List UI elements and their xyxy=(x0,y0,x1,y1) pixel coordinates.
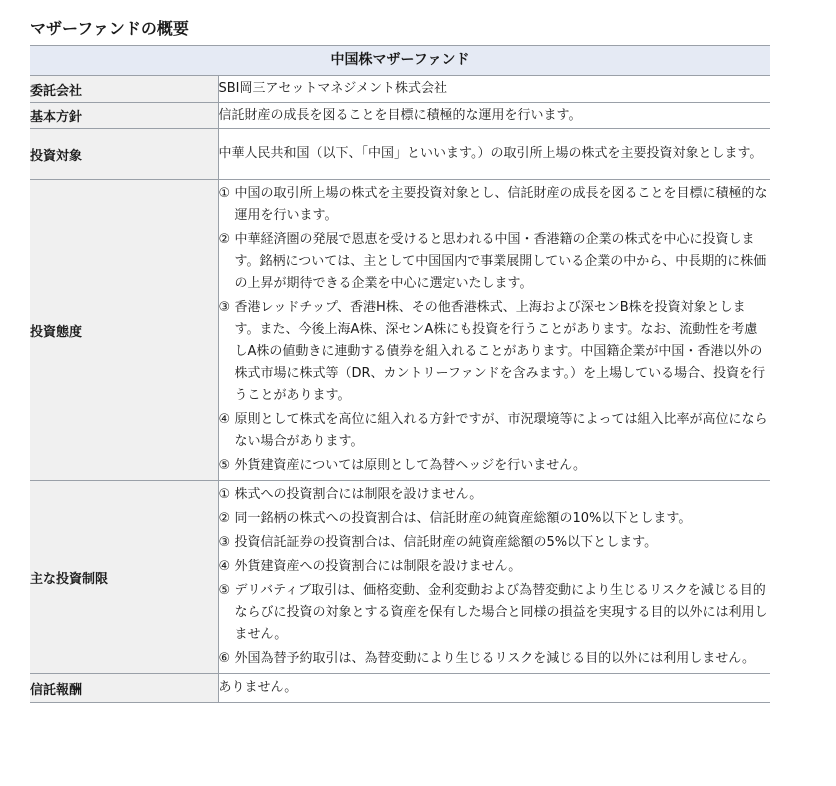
list-item: ① 株式への投資割合には制限を設けません。 xyxy=(218,487,483,502)
row-value-investment-target: 中華人民共和国（以下、「中国」といいます。）の取引所上場の株式を主要投資対象とします。 xyxy=(218,129,770,180)
fund-summary-table xyxy=(30,45,770,703)
list-item: ④ 外貨建資産への投資割合には制限を設けません。 xyxy=(218,559,522,574)
list-item: ④ 原則として株式を高位に組入れる方針ですが、市況環境等によっては組入比率が高位にならない場合があります。 xyxy=(218,412,768,449)
row-label-policy: 基本方針 xyxy=(30,103,218,129)
list-item: ⑥ 外国為替予約取引は、為替変動により生じるリスクを減じる目的以外には利用しません。 xyxy=(218,651,756,666)
row-value-policy: 信託財産の成長を図ることを目標に積極的な運用を行います。 xyxy=(218,103,770,129)
row-label-investment-stance: 投資態度 xyxy=(30,180,218,481)
table-row xyxy=(30,481,770,674)
row-label-investment-restrictions: 主な投資制限 xyxy=(30,481,218,674)
table-row xyxy=(30,674,770,703)
row-label-investment-target: 投資対象 xyxy=(30,129,218,180)
row-value-investment-stance xyxy=(218,180,770,481)
list-item: ① 中国の取引所上場の株式を主要投資対象とし、信託財産の成長を図ることを目標に積極的な運用を行います。 xyxy=(218,186,768,223)
table-row xyxy=(30,76,770,103)
table-header-row xyxy=(30,46,770,76)
table-row xyxy=(30,129,770,180)
row-value-investment-restrictions xyxy=(218,481,770,674)
list-item: ③ 香港レッドチップ、香港H株、その他香港株式、上海および深センB株を投資対象とします。また、今後上海A株、深センA株にも投資を行うことがあります。なお、流動性を考慮しA株の値動きに連動する債券を組入れることがあります。中国籍企業が中国・香港以外の株式市場に株式等（DR、カントリーファンドを含みます。）を上場している場合、投資を行うことがあります。 xyxy=(218,300,766,403)
list-item: ② 中華経済圏の発展で恩恵を受けると思われる中国・香港籍の企業の株式を中心に投資します。銘柄については、主として中国国内で事業展開している企業の中から、中長期的に株価の上昇が期待できる企業を中心に選定いたします。 xyxy=(218,232,767,291)
table-header: 中国株マザーファンド xyxy=(30,46,770,76)
list-item: ② 同一銘柄の株式への投資割合は、信託財産の純資産総額の10%以下とします。 xyxy=(218,511,692,526)
row-value-manager: SBI岡三アセットマネジメント株式会社 xyxy=(218,76,770,103)
row-label-trust-fee: 信託報酬 xyxy=(30,674,218,703)
table-row xyxy=(30,180,770,481)
table-row xyxy=(30,103,770,129)
row-value-trust-fee: ありません。 xyxy=(218,674,770,703)
list-item: ⑤ 外貨建資産については原則として為替ヘッジを行いません。 xyxy=(218,458,587,473)
list-item: ⑤ デリバティブ取引は、価格変動、金利変動および為替変動により生じるリスクを減じる目的ならびに投資の対象とする資産を保有した場合と同様の損益を実現する目的以外には利用しません。 xyxy=(218,583,768,642)
row-label-manager: 委託会社 xyxy=(30,76,218,103)
list-item: ③ 投資信託証券の投資割合は、信託財産の純資産総額の5%以下とします。 xyxy=(218,535,658,550)
page-title: マザーファンドの概要 xyxy=(30,19,189,38)
